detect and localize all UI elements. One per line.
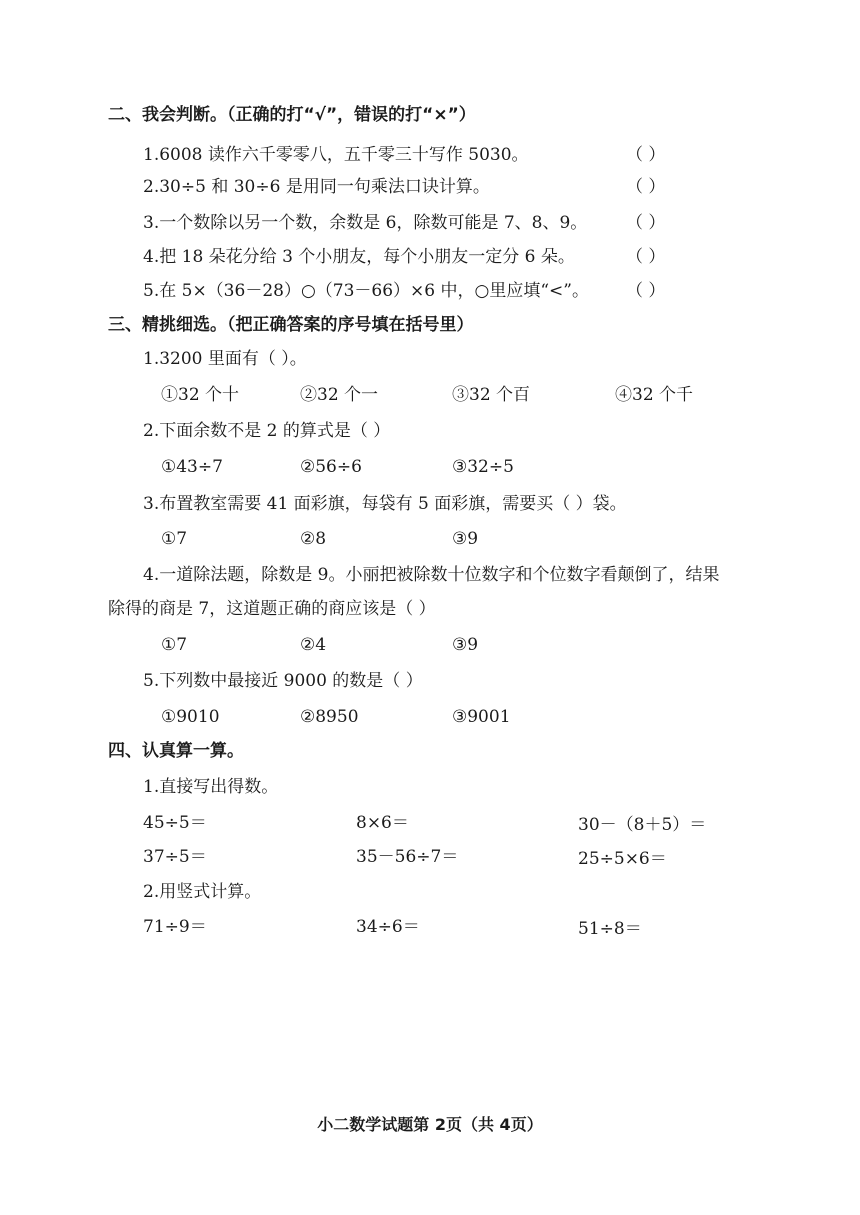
calc-r2-c3: 25÷5×6＝ bbox=[578, 849, 667, 869]
vertical-calc-2: 34÷6＝ bbox=[356, 917, 420, 937]
q3-option-1[interactable]: ①7 bbox=[161, 529, 188, 549]
judge-item-5: 5.在 5×（36－28）○（73－66）×6 中，○里应填“<”。 bbox=[143, 281, 589, 301]
calc-r2-c1: 37÷5＝ bbox=[143, 847, 207, 867]
calc-r2-c2: 35－56÷7＝ bbox=[356, 847, 459, 867]
calc-r1-c2: 8×6＝ bbox=[356, 813, 409, 833]
q5-option-2[interactable]: ②8950 bbox=[300, 707, 359, 727]
choice-q3: 3.布置教室需要 41 面彩旗，每袋有 5 面彩旗，需要买（ ）袋。 bbox=[143, 494, 627, 514]
q2-option-1[interactable]: ①43÷7 bbox=[161, 457, 223, 477]
q4-option-2[interactable]: ②4 bbox=[300, 635, 327, 655]
section3-heading: 三、精挑细选。（把正确答案的序号填在括号里） bbox=[108, 315, 474, 335]
judge-item-2: 2.30÷5 和 30÷6 是用同一句乘法口诀计算。 bbox=[143, 177, 490, 197]
answer-blank-3[interactable]: （ ） bbox=[626, 213, 666, 233]
q4-option-1[interactable]: ①7 bbox=[161, 635, 188, 655]
q3-option-2[interactable]: ②8 bbox=[300, 529, 327, 549]
calc-r1-c3: 30－（8＋5）＝ bbox=[578, 815, 707, 835]
q1-option-4[interactable]: ④32 个千 bbox=[615, 385, 694, 405]
q1-option-2[interactable]: ②32 个一 bbox=[300, 385, 379, 405]
judge-item-1: 1.6008 读作六千零零八，五千零三十写作 5030。 bbox=[143, 145, 529, 165]
answer-blank-4[interactable]: （ ） bbox=[626, 247, 666, 267]
calc-sub1: 1.直接写出得数。 bbox=[143, 777, 279, 797]
page-footer: 小二数学试题第 2页（共 4页） bbox=[317, 1115, 543, 1134]
calc-r1-c1: 45÷5＝ bbox=[143, 813, 207, 833]
q5-option-1[interactable]: ①9010 bbox=[161, 707, 220, 727]
vertical-calc-3: 51÷8＝ bbox=[578, 919, 642, 939]
section4-heading: 四、认真算一算。 bbox=[108, 741, 244, 761]
q1-option-3[interactable]: ③32 个百 bbox=[452, 385, 531, 405]
vertical-calc-1: 71÷9＝ bbox=[143, 917, 207, 937]
calc-sub2: 2.用竖式计算。 bbox=[143, 882, 262, 902]
q1-option-1[interactable]: ①32 个十 bbox=[161, 385, 240, 405]
choice-q5: 5.下列数中最接近 9000 的数是（ ） bbox=[143, 671, 423, 691]
q2-option-3[interactable]: ③32÷5 bbox=[452, 457, 514, 477]
choice-q2: 2.下面余数不是 2 的算式是（ ） bbox=[143, 421, 391, 441]
choice-q1: 1.3200 里面有（ ）。 bbox=[143, 349, 307, 369]
q4-option-3[interactable]: ③9 bbox=[452, 635, 479, 655]
choice-q4-line1: 4.一道除法题，除数是 9。小丽把被除数十位数字和个位数字看颠倒了，结果 bbox=[143, 565, 720, 585]
q2-option-2[interactable]: ②56÷6 bbox=[300, 457, 362, 477]
answer-blank-1[interactable]: （ ） bbox=[626, 145, 666, 165]
answer-blank-5[interactable]: （ ） bbox=[626, 281, 666, 301]
judge-item-3: 3.一个数除以另一个数，余数是 6，除数可能是 7、8、9。 bbox=[143, 213, 588, 233]
choice-q4-line2: 除得的商是 7，这道题正确的商应该是（ ） bbox=[108, 599, 436, 619]
judge-item-4: 4.把 18 朵花分给 3 个小朋友，每个小朋友一定分 6 朵。 bbox=[143, 247, 575, 267]
section2-heading: 二、我会判断。（正确的打“√”，错误的打“×”） bbox=[108, 105, 476, 125]
q5-option-3[interactable]: ③9001 bbox=[452, 707, 511, 727]
answer-blank-2[interactable]: （ ） bbox=[626, 177, 666, 197]
q3-option-3[interactable]: ③9 bbox=[452, 529, 479, 549]
